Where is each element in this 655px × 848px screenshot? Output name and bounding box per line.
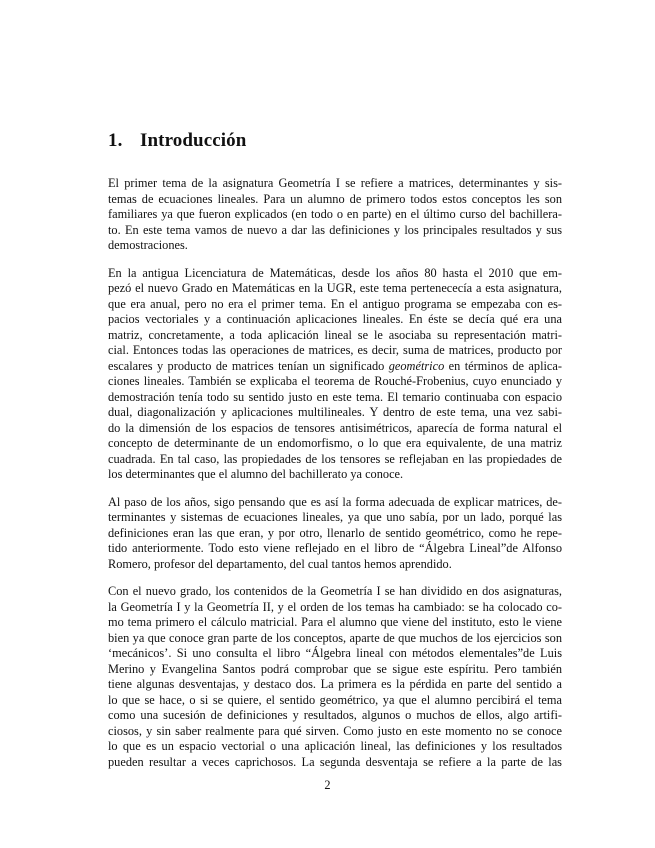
text-line: cial. Entonces todas las operaciones de matrices, es decir, suma de matrices, producto por [108, 343, 562, 357]
text-line: la Geometría I y la Geometría II, y el orden de los temas ha cambiado: se ha colocado co- [108, 599, 562, 614]
text-line: lo que es un espacio vectorial o una aplicación lineal, las definiciones y los resultados [108, 739, 562, 753]
text-line: Merino y Evangelina Santos podrá comprobar que se sigue este espíritu. Pero también [108, 661, 562, 676]
text-line: Al paso de los años, sigo pensando que es así la forma adecuada de explicar matrices, de- [108, 494, 562, 509]
text-line: como una sucesión de definiciones y resultados, algunos o muchos de ellos, algo artifi- [108, 708, 562, 722]
text-line: pezó el nuevo Grado en Matemáticas en la UGR, este tema pertenececía a esta asignatura, [108, 281, 562, 295]
text-line: to. En este tema vamos de nuevo a dar las definiciones y los principales resultados y sus [108, 222, 562, 237]
paragraph [108, 584, 562, 770]
section-title: Introducción [140, 130, 247, 151]
text-line: ciones lineales. También se explicaba el teorema de Rouché-Frobenius, cuyo enunciado y [108, 374, 562, 388]
text-line: ciosos, y sin saber realmente para qué sirven. Como justo en este momento no se conoce [108, 723, 562, 738]
text-line: temas de ecuaciones lineales. Para un alumno de primero todos estos conceptos les son [108, 191, 562, 206]
text-line: definiciones eran las que eran, y por otro, llenarlo de sentido geométrico, como he repe- [108, 525, 562, 540]
text-line: pacios vectoriales y a continuación aplicaciones lineales. En éste se decía qué era una [108, 312, 562, 326]
text-line: En la antigua Licenciatura de Matemáticas, desde los años 80 hasta el 2010 que em- [108, 265, 562, 280]
text-line: concepto de determinante de un endomorfismo, o lo que era equivalente, de una matriz [108, 436, 562, 450]
text-line: demostraciones. [108, 238, 188, 252]
text-line: dual, diagonalización y aplicaciones multilineales. Y dentro de este tema, una vez sabi- [108, 405, 562, 419]
section-heading [108, 130, 246, 152]
section-number: 1. [108, 130, 123, 151]
text-line: familiares ya que fueron explicados (en todo o en parte) en el último curso del bachillera- [108, 207, 562, 221]
text-line: terminantes y sistemas de ecuaciones lineales, ya que uno sabía, por un lado, porqué las [108, 510, 562, 524]
text-line: bien ya que conoce gran parte de los conceptos, aparte de que muchos de los ejercicios son [108, 630, 562, 645]
text-line: los determinantes que el alumno del bachillerato ya conoce. [108, 467, 404, 481]
paragraph [108, 266, 562, 483]
text-line: ‘mecánicos’. Si uno consulta el libro “Álgebra lineal con métodos elementales”de Luis [108, 646, 562, 660]
text-line: tiene algunas desventajas, y destaco dos. La primera es la pérdida en parte del sentido a [108, 677, 562, 691]
text-line: do la dimensión de los espacios de tensores antisimétricos, aparecía de forma natural el [108, 420, 562, 435]
text-line: escalares y producto de matrices tenían un significado geométrico en términos de aplica- [108, 358, 563, 373]
text-line: cuadrada. En tal caso, las propiedades de los tensores se reflejaban en las propiedades de [108, 451, 562, 466]
emphasized-word: geométrico [388, 358, 445, 373]
body-text [108, 176, 562, 782]
text-line: matriz, concretamente, a toda aplicación lineal se le asociaba su representación matri- [108, 327, 562, 342]
text-line: El primer tema de la asignatura Geometría I se refiere a matrices, determinantes y sis- [108, 176, 562, 190]
text-line: Romero, profesor del departamento, del cual tantos hemos aprendido. [108, 556, 452, 571]
page-number: 2 [324, 778, 331, 792]
text-line: mo tema primero el cálculo matricial. Para el alumno que viene del instituto, esto le viene [108, 615, 562, 629]
paragraph [108, 495, 562, 573]
text-line: tido anteriormente. Todo esto viene reflejado en el libro de “Álgebra Lineal”de Alfonso [108, 541, 562, 555]
text-line: pueden resultar a veces caprichosos. La segunda desventaja se refiere a la parte de las [108, 754, 562, 769]
text-line: demostración tenía todo su sentido justo en este tema. El temario continuaba con espacio [108, 389, 562, 404]
text-line: lo que se hace, o si se quiere, el sentido geométrico, ya que el alumno percibirá el tema [108, 692, 562, 707]
text-line: que era anual, pero no era el primer tema. En el antiguo programa se empezaba con es- [108, 296, 562, 311]
text-line: Con el nuevo grado, los contenidos de la Geometría I se han dividido en dos asignaturas, [108, 584, 562, 598]
paragraph [108, 176, 562, 254]
